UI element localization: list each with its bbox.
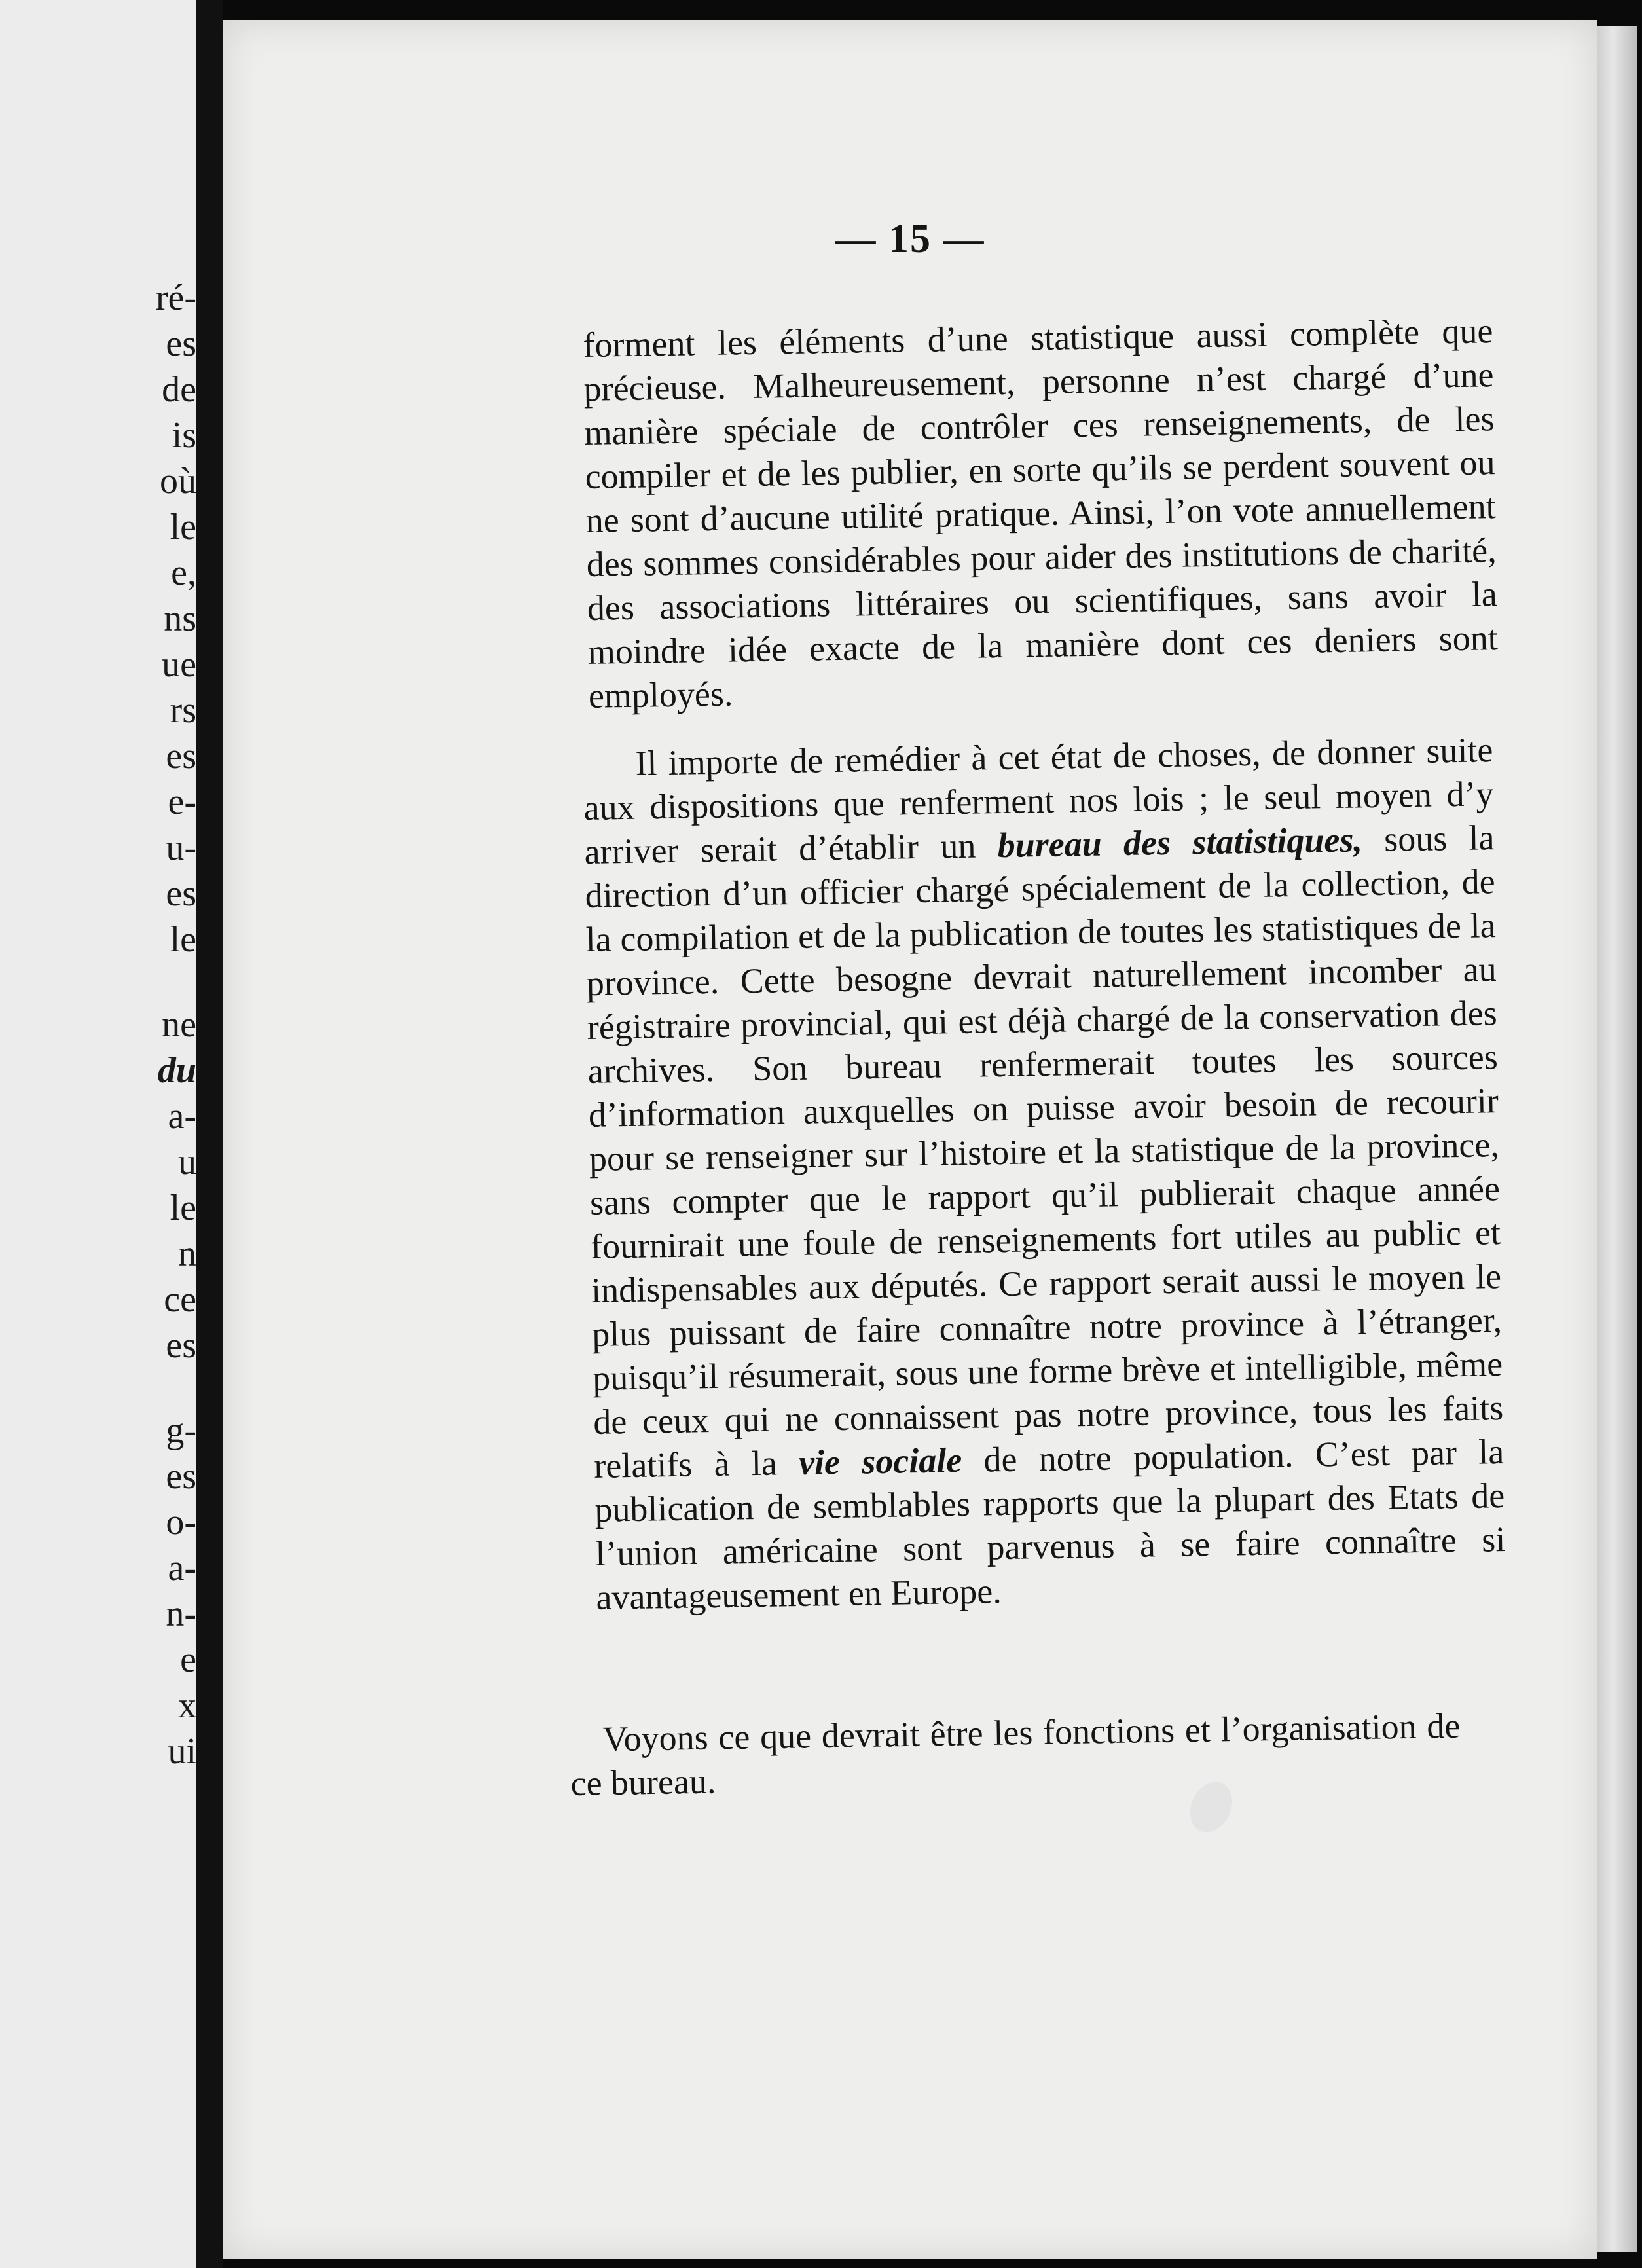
left-page-fragment: g- — [166, 1410, 196, 1451]
left-page-fragment: ns — [164, 598, 196, 639]
emphasis-bureau-des-statistiques: bureau des statistiques, — [997, 820, 1363, 866]
left-page-fragment: ré- — [155, 278, 196, 318]
page-number: — 15 — — [835, 217, 985, 261]
left-page-fragment: le — [170, 919, 196, 960]
left-page-fragment: n- — [166, 1594, 196, 1634]
left-page-fragment: es — [166, 323, 196, 364]
emphasis-vie-sociale: vie sociale — [798, 1440, 962, 1482]
left-page-fragment: a- — [168, 1096, 196, 1137]
left-page-fragment: es — [166, 1325, 196, 1366]
left-page-fragment: e, — [171, 553, 196, 593]
paragraph-3: Voyons ce que devrait être les fonctions et l’organisation de ce bureau. — [570, 1706, 1461, 1803]
left-page-fragment: où — [160, 461, 196, 502]
left-page-fragment: u — [178, 1142, 196, 1182]
left-page-fragment: le — [170, 507, 196, 547]
left-page-fragment: n — [178, 1234, 196, 1274]
left-page-fragment: x — [178, 1685, 196, 1726]
left-page-fragment: ui — [168, 1731, 196, 1772]
paragraph-2-text-a: Il importe de remédier à cet état de choses, de donner suite aux dispositions que renferment nos lois ; le seul moyen d’y arriver serait d’établir un — [583, 730, 1494, 871]
left-page-fragment: ne — [162, 1004, 196, 1045]
left-page-fragment: le — [170, 1188, 196, 1228]
left-page-fragment: du — [157, 1050, 196, 1091]
left-page-fragment: a- — [168, 1548, 196, 1588]
paragraph-2-text-b: sous la direction d’un officier chargé spécialement de la collection, de la compilation et de la publication de toutes les statistiques de la province. Cette besogne devrait naturellement incomber au régistraire provincial, qui est déjà chargé de la conservation des archives. Son bureau renfermerait toutes les sources d’information auxquelles on puisse avoir besoin de recourir pour se renseigner sur l’histoire et la statistique de la province, sans compter que le rapport qu’il publierait chaque année fournirait une foule de renseignements fort utiles au public et indispensables aux députés. Ce rapport serait aussi le moyen le plus puissant de faire connaître notre province à l’étranger, puisqu’il résumerait, sous une forme brève et intelligible, même de ceux qui ne connaissent pas notre province, tous les faits relatifs à la — [585, 818, 1504, 1486]
paragraph-2 — [583, 728, 1506, 1620]
left-page-fragment: is — [172, 415, 196, 456]
left-page-fragment: o- — [166, 1502, 196, 1543]
left-page-fragment: de — [162, 369, 196, 410]
previous-page-edge — [0, 0, 196, 2268]
book-page — [223, 20, 1597, 2259]
left-page-fragment: e- — [168, 782, 196, 822]
paragraph-1: forment les éléments d’une statistique aussi complète que précieuse. Malheureusement, personne n’est chargé d’une manière spéciale de contrôler ces renseignements, de les compiler et de les publier, en sorte qu’ils se perdent souvent ou ne sont d’aucune utilité pratique. Ainsi, l’on vote annuellement des sommes considérables pour aider des institutions de charité, des associations littéraires ou scientifiques, sans avoir la moindre idée exacte de la manière dont ces deniers sont employés. — [583, 311, 1499, 716]
left-page-fragment: ce — [164, 1279, 196, 1320]
left-page-fragment: e — [180, 1639, 196, 1680]
left-page-fragment: ue — [162, 644, 196, 685]
page-stack-edge — [1597, 26, 1637, 2252]
binding-gutter — [196, 0, 223, 2268]
left-page-fragment: es — [166, 736, 196, 777]
left-page-fragment: rs — [170, 690, 196, 731]
left-page-fragment: u- — [166, 828, 196, 868]
left-page-fragment: es — [166, 873, 196, 914]
paragraph-2-text-c: de notre population. C’est par la publication de semblables rapports que la plupart des Etats de l’union américaine sont parvenus à se faire connaître si avantageusement en Europe. — [594, 1432, 1506, 1617]
left-page-fragment: es — [166, 1456, 196, 1497]
